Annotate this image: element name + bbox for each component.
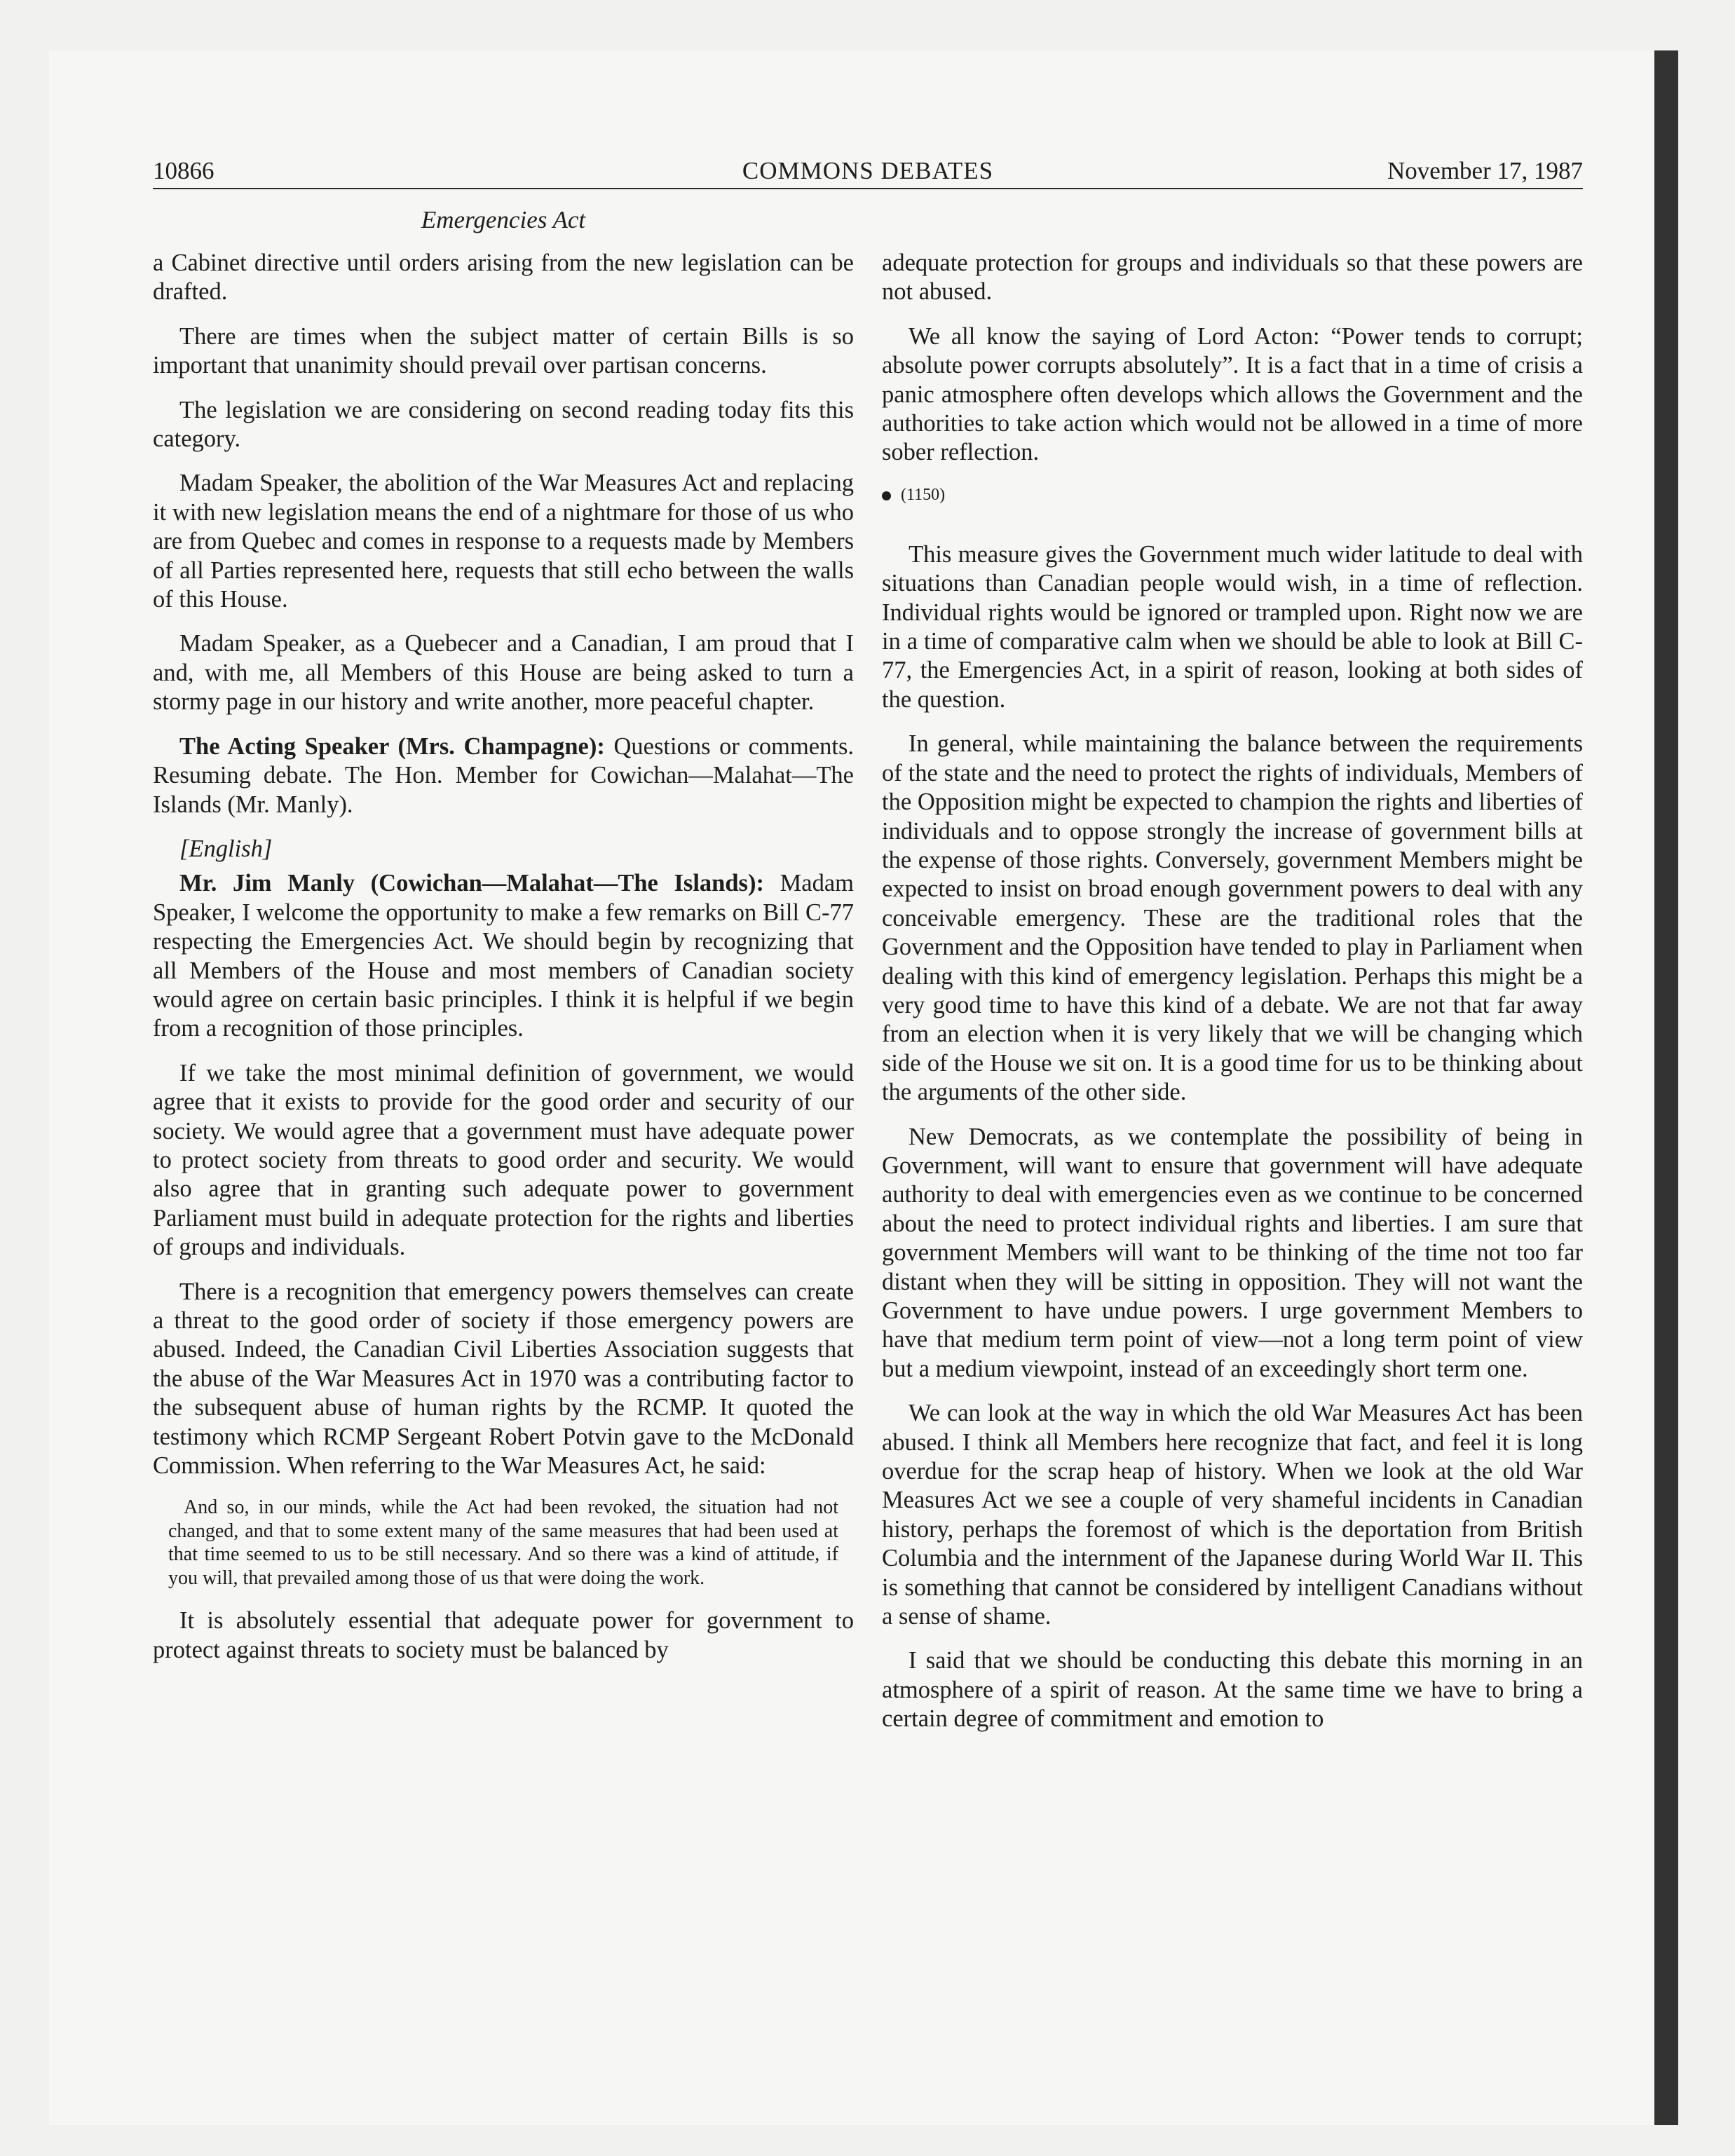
- right-column: [882, 249, 1583, 1749]
- paragraph: Madam Speaker, the abolition of the War Measures Act and replacing it with new legislation means the end of a nightmare for those of us who are from Quebec and comes in response to a requests made by Members of all Parties represented here, requests that still echo between the walls of this House.: [153, 470, 854, 613]
- block-quote: And so, in our minds, while the Act had been revoked, the situation had not changed, and that to some extent many of the same measures that had been used at that time seemed to us to be still necessary. And so there was a kind of attitude, if you will, that prevailed among those of us that were doing the work.: [168, 1496, 838, 1589]
- speaker-name: Mr. Jim Manly (Cowichan—Malahat—The Islands):: [179, 870, 764, 897]
- paragraph: Madam Speaker, as a Quebecer and a Canadian, I am proud that I and, with me, all Members of this House are being asked to turn a stormy page in our history and write another, more peaceful chapter.: [153, 630, 854, 716]
- page-header: [153, 156, 1583, 189]
- paragraph: I said that we should be conducting this debate this morning in an atmosphere of a spirit of reason. At the same time we have to bring a certain degree of commitment and emotion to: [882, 1647, 1583, 1733]
- paragraph: It is absolutely essential that adequate power for government to protect against threats to society must be balanced by: [153, 1607, 854, 1663]
- speaker-name: The Acting Speaker (Mrs. Champagne):: [179, 732, 605, 760]
- speech-text: Questions or comments. Resuming debate. The Hon. Member for Cowichan—Malahat—The Islands (Mr. Manly).: [153, 732, 855, 818]
- paragraph: adequate protection for groups and individuals so that these powers are not abused.: [882, 250, 1583, 306]
- paragraph: New Democrats, as we contemplate the possibility of being in Government, will want to ensure that government will have adequate authority to deal with emergencies even as we continue to be concerned about the need to protect individual rights and liberties. I am sure that government Members will want to be thinking of the time not too far distant when they will be sitting in opposition. They will not want the Government to have undue powers. I urge government Members to have that medium term point of view—not a long term point of view but a medium viewpoint, instead of an exceedingly short term one.: [882, 1123, 1583, 1382]
- paragraph: We all know the saying of Lord Acton: “Power tends to corrupt; absolute power corrupts absolutely”. It is a fact that in a time of crisis a panic atmosphere often develops which allows the Government and the authorities to take action which would not be allowed in a time of more sober reflection.: [882, 322, 1583, 466]
- page-number: 10866: [153, 157, 215, 184]
- scan-edge-shadow: [1654, 50, 1678, 2125]
- speaker-paragraph: [153, 732, 854, 819]
- speech-text: Madam Speaker, I welcome the opportunity to make a few remarks on Bill C-77 respecting the Emergencies Act. We should begin by recognizing that all Members of the House and most members of Canadian society would agree on certain basic principles. I think it is helpful if we begin from a recognition of those principles.: [153, 870, 854, 1042]
- time-marker-text: (1150): [901, 485, 946, 504]
- section-title: Emergencies Act: [421, 206, 586, 233]
- paragraph: There is a recognition that emergency powers themselves can create a threat to the good order of society if those emergency powers are abused. Indeed, the Canadian Civil Liberties Association suggests that the abuse of the War Measures Act in 1970 was a contributing factor to the subsequent abuse of human rights by the RCMP. It quoted the testimony which RCMP Sergeant Robert Potvin gave to the McDonald Commission. When referring to the War Measures Act, he said:: [153, 1278, 854, 1480]
- time-marker: [882, 483, 1583, 507]
- speaker-paragraph: [153, 869, 854, 1043]
- language-note: [English]: [179, 835, 273, 862]
- paragraph: a Cabinet directive until orders arising from the new legislation can be drafted.: [153, 250, 854, 306]
- publication-title: COMMONS DEBATES: [742, 157, 994, 184]
- left-column: [153, 249, 854, 1680]
- paragraph: If we take the most minimal definition of government, we would agree that it exists to provide for the good order and security of our society. We would agree that a government must have adequate power to protect society from threats to good order and security. We would also agree that in granting such adequate power to government Parliament must build in adequate protection for the rights and liberties of groups and individuals.: [153, 1059, 854, 1261]
- paragraph: There are times when the subject matter of certain Bills is so important that unanimity should prevail over partisan concerns.: [153, 322, 854, 379]
- paragraph: This measure gives the Government much wider latitude to deal with situations than Canadian people would wish, in a time of reflection. Individual rights would be ignored or trampled upon. Right now we are in a time of comparative calm when we should be able to look at Bill C-77, the Emergencies Act, in a spirit of reason, looking at both sides of the question.: [882, 540, 1583, 713]
- paragraph: In general, while maintaining the balance between the requirements of the state and the need to protect the rights of individuals, Members of the Opposition might be expected to champion the rights and liberties of individuals and to oppose strongly the increase of government bills at the expense of those rights. Conversely, government Members might be expected to insist on broad enough government powers to deal with any conceivable emergency. These are the traditional roles that the Government and the Opposition have tended to play in Parliament when dealing with this kind of emergency legislation. Perhaps this might be a very good time to have this kind of a debate. We are not that far away from an election when it is very likely that we will be changing which side of the House we sit on. It is a good time for us to be thinking about the arguments of the other side.: [882, 730, 1583, 1106]
- publication-date: November 17, 1987: [1387, 157, 1583, 184]
- paragraph: The legislation we are considering on second reading today fits this category.: [153, 396, 854, 453]
- paragraph: We can look at the way in which the old War Measures Act has been abused. I think all Members here recognize that fact, and feel it is long overdue for the scrap heap of history. When we look at the old War Measures Act we see a couple of very shameful incidents in Canadian history, perhaps the foremost of which is the deportation from British Columbia and the internment of the Japanese during World War II. This is something that cannot be considered by intelligent Canadians without a sense of shame.: [882, 1400, 1583, 1630]
- bullet-icon: [882, 491, 891, 500]
